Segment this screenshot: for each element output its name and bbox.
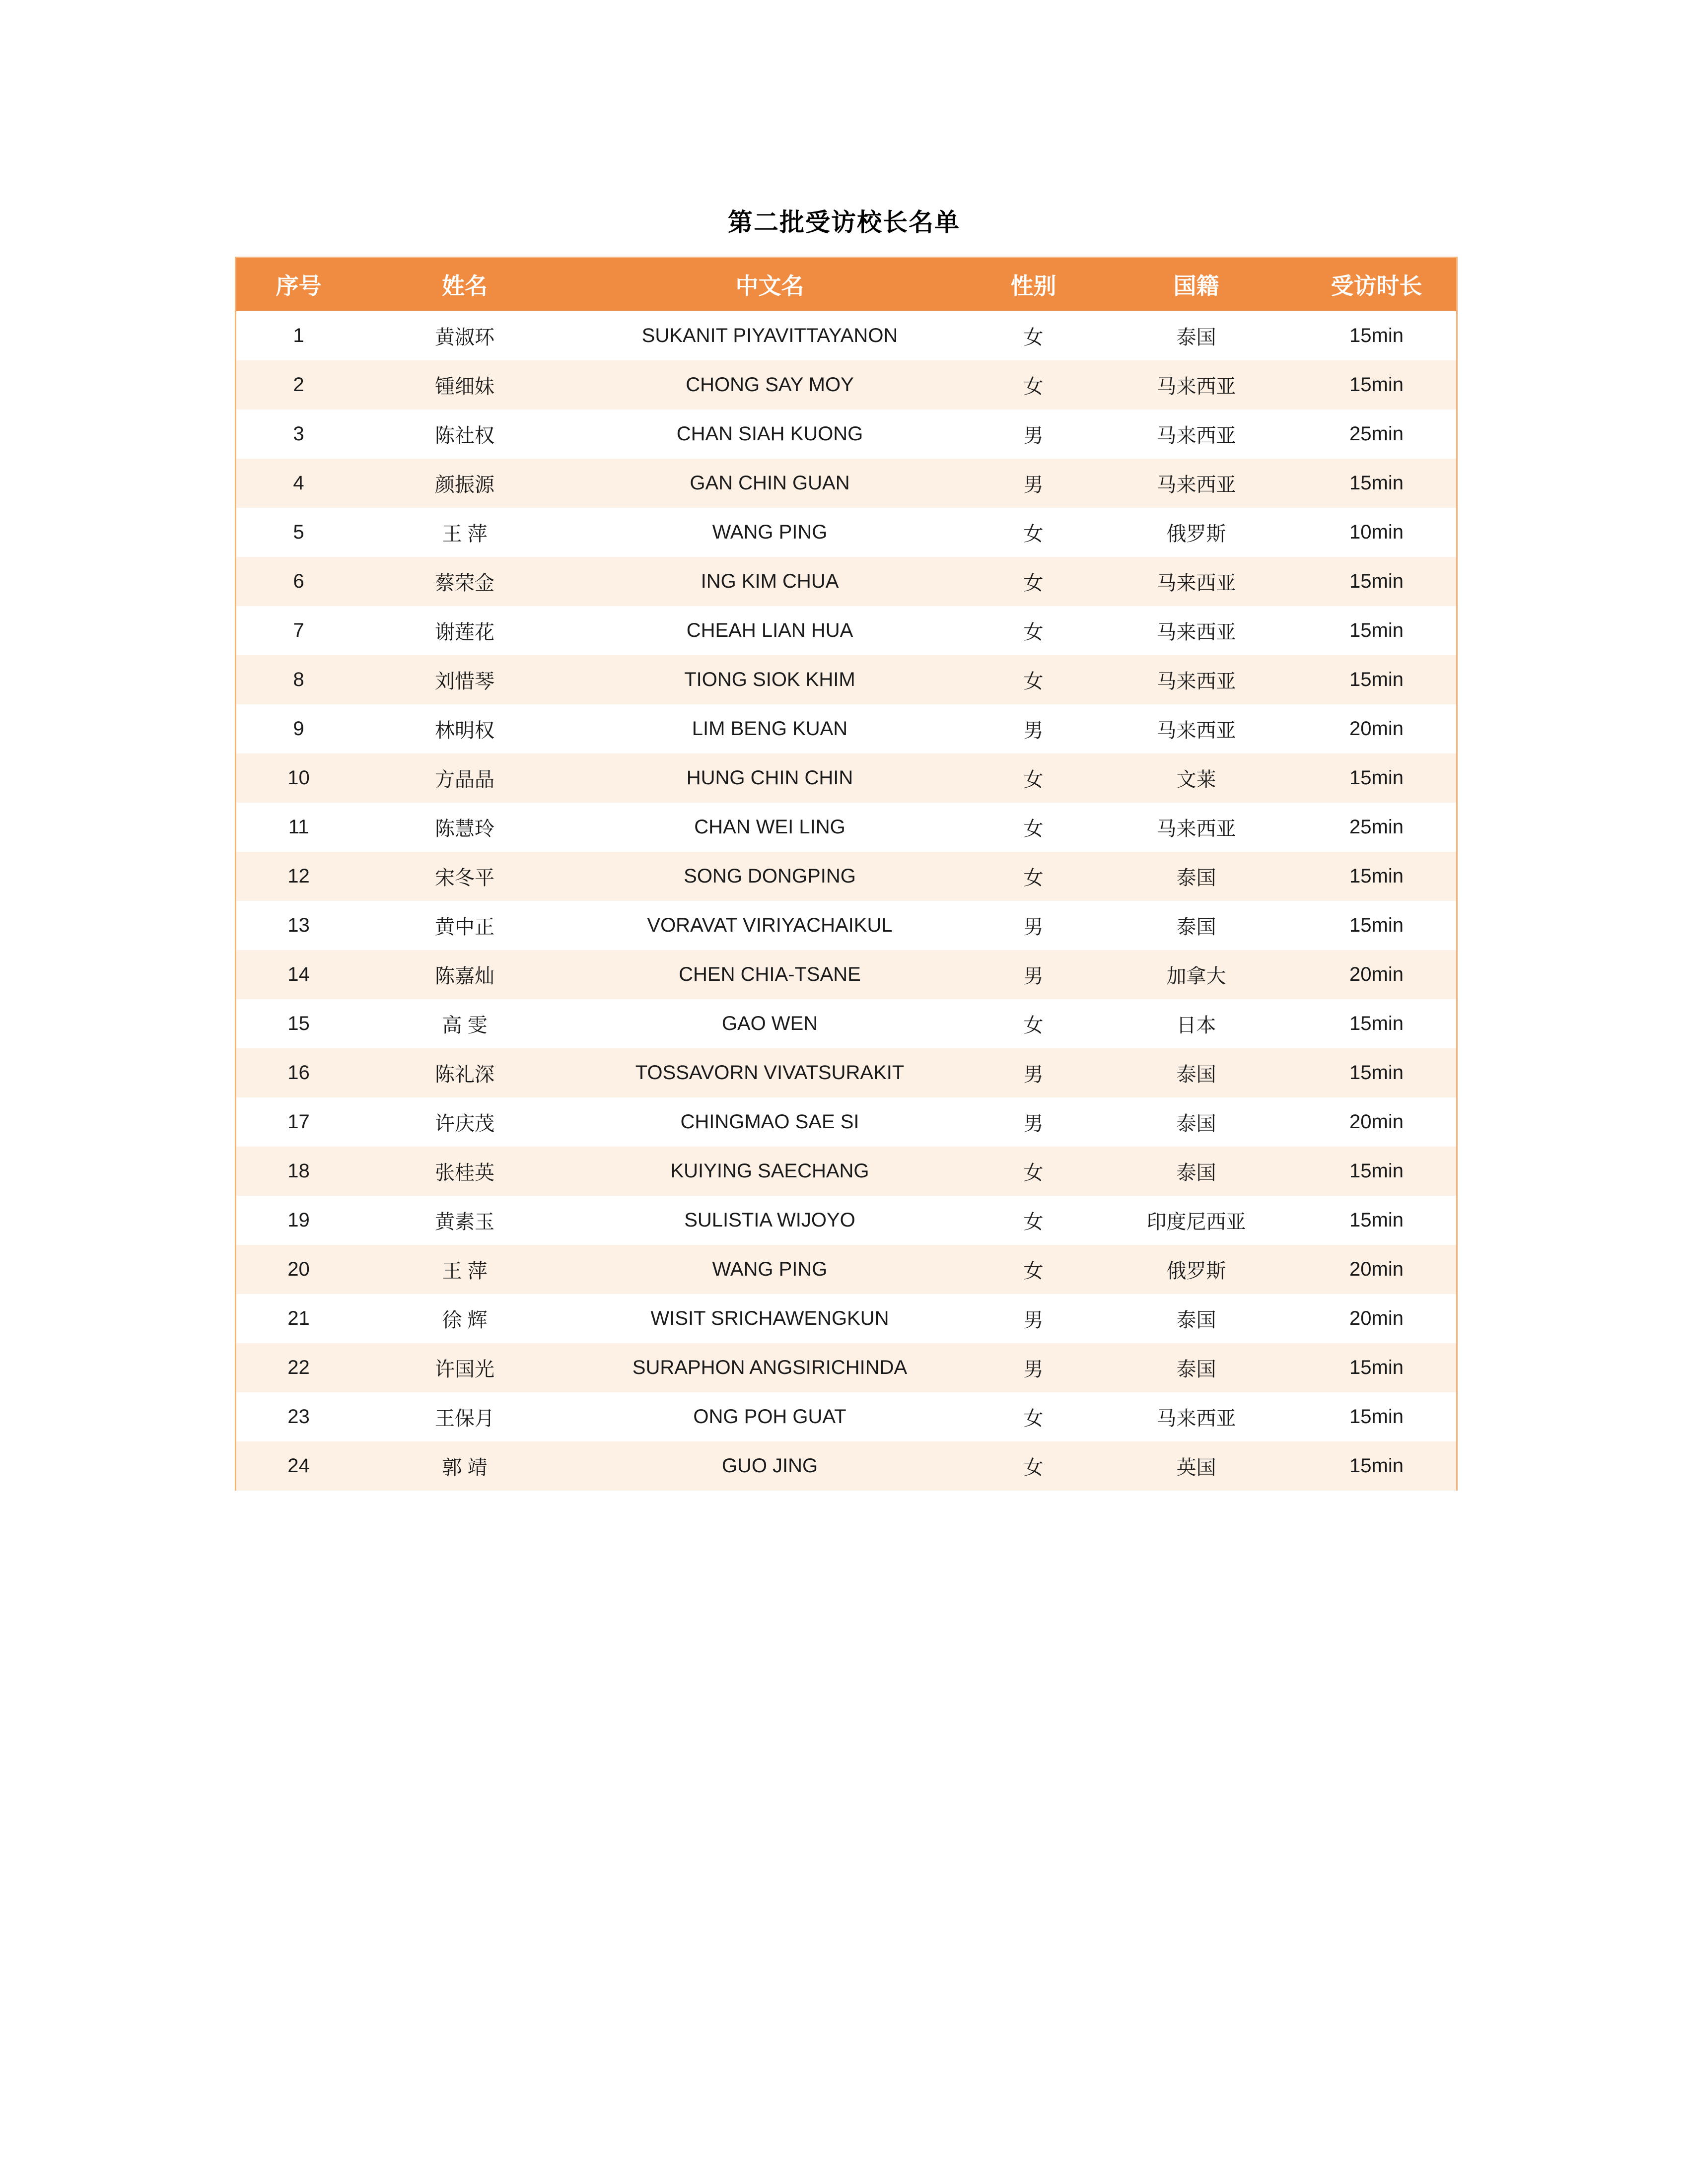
cell-name-en: ONG POH GUAT bbox=[693, 1406, 846, 1428]
cell-gender: 女 bbox=[1023, 671, 1044, 692]
cell-nationality: 俄罗斯 bbox=[1166, 523, 1226, 545]
cell-duration: 25min bbox=[1349, 423, 1404, 445]
table-row bbox=[236, 1097, 1456, 1147]
table-body bbox=[236, 311, 1456, 1491]
cell-gender: 男 bbox=[1023, 1113, 1044, 1135]
cell-duration: 15min bbox=[1349, 865, 1404, 887]
cell-duration: 15min bbox=[1349, 570, 1404, 592]
cell-name-cn: 方晶晶 bbox=[435, 769, 494, 791]
table-row bbox=[236, 1294, 1456, 1343]
cell-name-cn: 林明权 bbox=[435, 720, 494, 742]
cell-gender: 男 bbox=[1023, 474, 1044, 496]
cell-name-en: SONG DONGPING bbox=[684, 865, 856, 887]
cell-gender: 女 bbox=[1023, 1457, 1044, 1479]
table-row bbox=[236, 508, 1456, 557]
cell-gender: 女 bbox=[1023, 523, 1044, 545]
table-row bbox=[236, 803, 1456, 852]
table-row bbox=[236, 1196, 1456, 1245]
cell-no: 8 bbox=[293, 669, 304, 690]
cell-name-cn: 许庆茂 bbox=[435, 1113, 494, 1135]
cell-no: 19 bbox=[287, 1209, 310, 1231]
cell-no: 9 bbox=[293, 718, 304, 740]
table-row bbox=[236, 311, 1456, 360]
header-cell-name-en: 中文名 bbox=[735, 273, 804, 299]
cell-name-cn: 高 雯 bbox=[442, 1015, 488, 1036]
table-row bbox=[236, 606, 1456, 655]
cell-name-cn: 黄素玉 bbox=[435, 1211, 494, 1233]
cell-nationality: 泰国 bbox=[1176, 1113, 1216, 1135]
cell-gender: 女 bbox=[1023, 621, 1044, 643]
cell-gender: 女 bbox=[1023, 1211, 1044, 1233]
cell-gender: 男 bbox=[1023, 720, 1044, 742]
cell-no: 12 bbox=[287, 865, 310, 887]
cell-name-cn: 谢莲花 bbox=[435, 621, 494, 643]
cell-name-cn: 陈慧玲 bbox=[435, 818, 494, 840]
cell-nationality: 文莱 bbox=[1176, 769, 1216, 791]
header-cell-duration: 受访时长 bbox=[1331, 273, 1422, 299]
header-cell-gender: 性别 bbox=[1010, 273, 1056, 299]
cell-name-en: WANG PING bbox=[712, 521, 828, 543]
cell-gender: 男 bbox=[1023, 1064, 1044, 1086]
cell-no: 15 bbox=[287, 1013, 310, 1034]
cell-duration: 20min bbox=[1349, 1307, 1404, 1329]
cell-name-en: CHEN CHIA-TSANE bbox=[679, 963, 861, 985]
cell-no: 21 bbox=[287, 1307, 310, 1329]
cell-nationality: 泰国 bbox=[1176, 327, 1216, 348]
cell-name-en: GAO WEN bbox=[721, 1013, 818, 1034]
cell-nationality: 马来西亚 bbox=[1156, 671, 1236, 692]
cell-nationality: 泰国 bbox=[1176, 1162, 1216, 1184]
cell-nationality: 泰国 bbox=[1176, 1309, 1216, 1331]
cell-name-en: CHEAH LIAN HUA bbox=[686, 619, 853, 641]
cell-name-en: SURAPHON ANGSIRICHINDA bbox=[632, 1357, 908, 1378]
cell-gender: 男 bbox=[1023, 1359, 1044, 1380]
table-row bbox=[236, 753, 1456, 803]
cell-name-en: VORAVAT VIRIYACHAIKUL bbox=[647, 914, 893, 936]
cell-duration: 15min bbox=[1349, 767, 1404, 789]
cell-gender: 女 bbox=[1023, 1408, 1044, 1430]
cell-no: 10 bbox=[287, 767, 310, 789]
cell-name-en: SULISTIA WIJOYO bbox=[684, 1209, 855, 1231]
cell-duration: 15min bbox=[1349, 1062, 1404, 1084]
cell-nationality: 马来西亚 bbox=[1156, 572, 1236, 594]
cell-nationality: 加拿大 bbox=[1166, 965, 1226, 987]
cell-name-cn: 王 萍 bbox=[442, 1260, 488, 1282]
cell-no: 4 bbox=[293, 472, 304, 494]
cell-name-en: CHAN WEI LING bbox=[694, 816, 845, 838]
cell-gender: 女 bbox=[1023, 572, 1044, 594]
cell-name-en: WISIT SRICHAWENGKUN bbox=[650, 1307, 889, 1329]
cell-gender: 女 bbox=[1023, 818, 1044, 840]
table-row bbox=[236, 901, 1456, 950]
cell-nationality: 印度尼西亚 bbox=[1146, 1211, 1246, 1233]
cell-no: 16 bbox=[287, 1062, 310, 1084]
table-row bbox=[236, 1343, 1456, 1392]
cell-name-cn: 黄淑环 bbox=[435, 327, 494, 348]
cell-name-en: CHAN SIAH KUONG bbox=[676, 423, 863, 445]
cell-no: 2 bbox=[293, 374, 304, 396]
cell-duration: 15min bbox=[1349, 619, 1404, 641]
cell-no: 13 bbox=[287, 914, 310, 936]
header-cell-nationality: 国籍 bbox=[1173, 273, 1219, 299]
table-row bbox=[236, 557, 1456, 606]
cell-duration: 15min bbox=[1349, 1455, 1404, 1477]
header-cell-name-cn: 姓名 bbox=[442, 273, 488, 299]
cell-name-en: KUIYING SAECHANG bbox=[670, 1160, 869, 1182]
cell-duration: 20min bbox=[1349, 963, 1404, 985]
cell-no: 14 bbox=[287, 963, 310, 985]
cell-nationality: 泰国 bbox=[1176, 1064, 1216, 1086]
cell-duration: 20min bbox=[1349, 1111, 1404, 1133]
table-header-row bbox=[236, 258, 1456, 311]
table-row bbox=[236, 852, 1456, 901]
cell-name-cn: 王 萍 bbox=[442, 523, 488, 545]
page-title: 第二批受访校长名单 bbox=[728, 208, 960, 236]
cell-gender: 女 bbox=[1023, 1260, 1044, 1282]
cell-nationality: 马来西亚 bbox=[1156, 376, 1236, 398]
cell-name-cn: 颜振源 bbox=[435, 474, 494, 496]
cell-name-cn: 郭 靖 bbox=[442, 1457, 488, 1479]
cell-nationality: 日本 bbox=[1176, 1015, 1216, 1036]
cell-name-en: CHONG SAY MOY bbox=[686, 374, 854, 396]
cell-name-en: TIONG SIOK KHIM bbox=[684, 669, 855, 690]
cell-no: 17 bbox=[287, 1111, 310, 1133]
table-row bbox=[236, 704, 1456, 753]
table-row bbox=[236, 655, 1456, 704]
cell-name-en: LIM BENG KUAN bbox=[692, 718, 848, 740]
cell-name-en: HUNG CHIN CHIN bbox=[686, 767, 853, 789]
cell-nationality: 马来西亚 bbox=[1156, 621, 1236, 643]
cell-nationality: 泰国 bbox=[1176, 1359, 1216, 1380]
cell-gender: 女 bbox=[1023, 867, 1044, 889]
cell-nationality: 泰国 bbox=[1176, 916, 1216, 938]
cell-name-cn: 刘惜琴 bbox=[435, 671, 494, 692]
cell-duration: 15min bbox=[1349, 669, 1404, 690]
cell-duration: 15min bbox=[1349, 1357, 1404, 1378]
cell-name-cn: 王保月 bbox=[435, 1408, 494, 1430]
cell-duration: 25min bbox=[1349, 816, 1404, 838]
cell-duration: 15min bbox=[1349, 1406, 1404, 1428]
cell-duration: 15min bbox=[1349, 1160, 1404, 1182]
cell-no: 5 bbox=[293, 521, 304, 543]
cell-no: 6 bbox=[293, 570, 304, 592]
cell-name-cn: 徐 辉 bbox=[442, 1309, 488, 1331]
cell-name-en: GAN CHIN GUAN bbox=[690, 472, 850, 494]
cell-name-cn: 陈社权 bbox=[435, 425, 494, 447]
cell-duration: 20min bbox=[1349, 1258, 1404, 1280]
cell-gender: 男 bbox=[1023, 965, 1044, 987]
table-row bbox=[236, 459, 1456, 508]
cell-no: 23 bbox=[287, 1406, 310, 1428]
cell-name-cn: 陈嘉灿 bbox=[435, 965, 494, 987]
cell-name-en: TOSSAVORN VIVATSURAKIT bbox=[635, 1062, 905, 1084]
cell-no: 1 bbox=[293, 325, 304, 346]
cell-duration: 15min bbox=[1349, 374, 1404, 396]
table-row bbox=[236, 1147, 1456, 1196]
cell-gender: 男 bbox=[1023, 1309, 1044, 1331]
cell-nationality: 马来西亚 bbox=[1156, 1408, 1236, 1430]
cell-name-en: WANG PING bbox=[712, 1258, 828, 1280]
cell-nationality: 英国 bbox=[1176, 1457, 1216, 1479]
cell-name-en: SUKANIT PIYAVITTAYANON bbox=[641, 325, 898, 346]
cell-no: 22 bbox=[287, 1357, 310, 1378]
cell-nationality: 马来西亚 bbox=[1156, 474, 1236, 496]
cell-gender: 女 bbox=[1023, 327, 1044, 348]
table-row bbox=[236, 410, 1456, 459]
cell-no: 11 bbox=[288, 816, 309, 838]
cell-duration: 15min bbox=[1349, 1013, 1404, 1034]
cell-no: 3 bbox=[293, 423, 304, 445]
cell-no: 24 bbox=[287, 1455, 310, 1477]
cell-duration: 20min bbox=[1349, 718, 1404, 740]
cell-gender: 女 bbox=[1023, 1162, 1044, 1184]
principal-roster-table bbox=[235, 257, 1458, 1491]
cell-name-cn: 许国光 bbox=[435, 1359, 494, 1380]
cell-gender: 女 bbox=[1023, 769, 1044, 791]
cell-duration: 10min bbox=[1349, 521, 1404, 543]
table-row bbox=[236, 1392, 1456, 1441]
cell-name-en: CHINGMAO SAE SI bbox=[680, 1111, 859, 1133]
cell-nationality: 马来西亚 bbox=[1156, 818, 1236, 840]
table-row bbox=[236, 1441, 1456, 1491]
cell-gender: 女 bbox=[1023, 1015, 1044, 1036]
cell-no: 18 bbox=[287, 1160, 310, 1182]
cell-gender: 女 bbox=[1023, 376, 1044, 398]
cell-duration: 15min bbox=[1349, 325, 1404, 346]
cell-duration: 15min bbox=[1349, 1209, 1404, 1231]
cell-duration: 15min bbox=[1349, 914, 1404, 936]
cell-name-en: ING KIM CHUA bbox=[701, 570, 839, 592]
cell-nationality: 马来西亚 bbox=[1156, 720, 1236, 742]
cell-gender: 男 bbox=[1023, 425, 1044, 447]
table-row bbox=[236, 360, 1456, 410]
cell-name-cn: 蔡荣金 bbox=[435, 572, 494, 594]
cell-name-cn: 黄中正 bbox=[435, 916, 494, 938]
table-row bbox=[236, 999, 1456, 1048]
header-cell-no: 序号 bbox=[276, 273, 322, 299]
table-row bbox=[236, 1048, 1456, 1097]
cell-name-cn: 锺细妹 bbox=[435, 376, 494, 398]
cell-name-cn: 张桂英 bbox=[435, 1162, 494, 1184]
cell-nationality: 俄罗斯 bbox=[1166, 1260, 1226, 1282]
cell-gender: 男 bbox=[1023, 916, 1044, 938]
cell-name-cn: 宋冬平 bbox=[435, 867, 494, 889]
cell-no: 7 bbox=[293, 619, 304, 641]
cell-duration: 15min bbox=[1349, 472, 1404, 494]
cell-nationality: 泰国 bbox=[1176, 867, 1216, 889]
cell-nationality: 马来西亚 bbox=[1156, 425, 1236, 447]
cell-name-en: GUO JING bbox=[721, 1455, 818, 1477]
cell-name-cn: 陈礼深 bbox=[435, 1064, 494, 1086]
table-row bbox=[236, 950, 1456, 999]
table-row bbox=[236, 1245, 1456, 1294]
cell-no: 20 bbox=[287, 1258, 310, 1280]
